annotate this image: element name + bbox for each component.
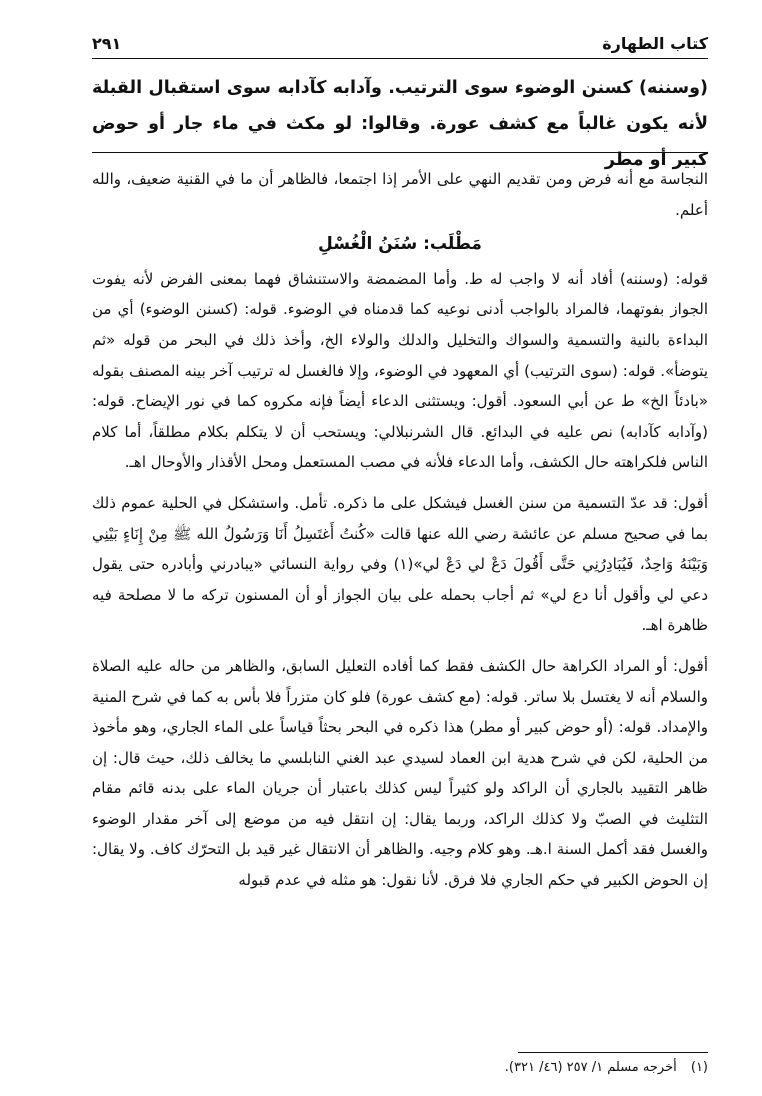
book-title: كتاب الطهارة bbox=[602, 34, 708, 53]
main-text: (وسننه) كسنن الوضوء سوى الترتيب. وآدابه كآدابه سوى استقبال القبلة لأنه يكون غالباً مع كشف عورة. وقالوا: لو مكث في ماء جار أو حوض كبير أو مطر bbox=[92, 78, 708, 170]
footnote-number: (١) bbox=[690, 1060, 708, 1075]
book-page bbox=[92, 0, 708, 1096]
page-number: ٢٩١ bbox=[92, 34, 122, 53]
commentary-paragraph-3: أقول: قد عدّ التسمية من سنن الغسل فيشكل على ما ذكره. تأمل. واستشكل في الحلية عموم ذلك بما في صحيح مسلم عن عائشة رضي الله عنها قالت «كُنتُ أَغتَسِلُ أَنَا وَرَسُولُ الله ﷺ مِنْ إِنَاءٍ بَيْنِي وَبَيْنَهُ وَاحِدٌ، فَيُبَادِرُنِي حَتَّى أَقُولَ دَعْ لي دَعْ لي»(١) وفي رواية النسائي «يبادرني وأبادره حتى يقول دعي لي وأقول أنا دع لي» ثم أجاب بحمله على بيان الجواز أو أن المسنون تركه ما لا مصلحة فيه ظاهرة اهـ. bbox=[92, 493, 709, 635]
section-heading: مَطْلَب: سُنَنُ الْغُسْلِ bbox=[318, 234, 482, 255]
footnote-text: أخرجه مسلم ١/ ٢٥٧ (٤٦/ ٣٢١). bbox=[504, 1060, 677, 1075]
running-header bbox=[92, 30, 708, 59]
commentary-paragraph-2: قوله: (وسننه) أفاد أنه لا واجب له ط. وأما المضمضة والاستنشاق فهما بمعنى الفرض لأنه يفوت الجواز بفوتهما، فالمراد بالواجب أدنى نوعيه كما قدمناه في الوضوء. قوله: (كسنن الوضوء) أي من البداءة بالنية والتسمية والسواك والتخليل والدلك والولاء الخ، وأخذ ذلك في البحر من قوله «ثم يتوضأ». قوله: (سوى الترتيب) أي المعهود في الوضوء، وإلا فالغسل له ترتيب آخر بينه المصنف بقوله «بادئاً الخ» ط عن أبي السعود. أقول: ويستثنى الدعاء أيضاً فإنه مكروه كما في نور الإيضاح. قوله: (وآدابه كآدابه) نص عليه في البدائع. قال الشرنبلالي: ويستحب أن لا يتكلم بكلام مطلقاً، أما كلام الناس فلكراهته حال الكشف، وأما الدعاء فلأنه في مصب المستعمل ومحل الأقذار والأوحال اهـ. bbox=[92, 269, 708, 472]
commentary-paragraph-1: النجاسة مع أنه فرض ومن تقديم النهي على الأمر إذا اجتمعا، فالظاهر أن ما في القنية ضعيف، والله أعلم. bbox=[92, 170, 708, 219]
footnote bbox=[92, 1057, 708, 1079]
commentary bbox=[92, 164, 708, 896]
commentary-paragraph-4: أقول: أو المراد الكراهة حال الكشف فقط كما أفاده التعليل السابق، والظاهر من حاله عليه الصلاة والسلام أنه لا يغتسل بلا ساتر. قوله: (مع كشف عورة) فلو كان متزراً فلا بأس به كما في شرح المنية والإمداد. قوله: (أو حوض كبير أو مطر) هذا ذكره في البحر بحثاً قياساً على الماء الجاري، وهو مأخوذ من الحلية، لكن في شرح هدية ابن العماد لسيدي عبد الغني النابلسي ما يخالف ذلك، حيث قال: إن ظاهر التقييد بالجاري أن الراكد ولو كثيراً ليس كذلك باعتبار أن جريان الماء على بدنه قائم مقام التثليث في الصبّ ولا كذلك الراكد، وربما يقال: إن انتقل فيه من موضع إلى آخر مقدار الوضوء والغسل فقد أكمل السنة ا.هـ. وهو كلام وجيه. والظاهر أن الانتقال غير قيد بل التحرّك كاف. ولا يقال: إن الحوض الكبير في حكم الجاري فلا فرق. لأنا نقول: هو مثله في عدم قبوله bbox=[92, 656, 708, 890]
text-divider bbox=[92, 152, 708, 153]
footnote-rule bbox=[518, 1052, 708, 1053]
